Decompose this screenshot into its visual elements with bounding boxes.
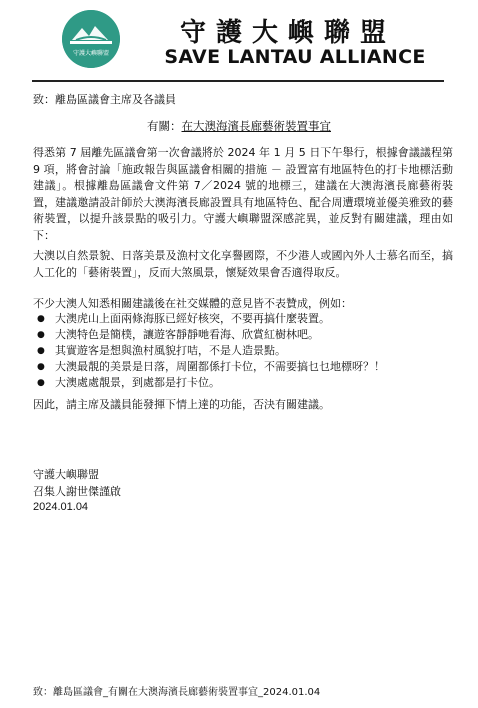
subject-prefix: 有關：: [147, 119, 182, 133]
logo-emblem-icon: [62, 10, 120, 68]
logo-caption: 守護大嶼聯盟: [72, 50, 109, 57]
paragraph-intro: 得悉第 7 屆離先區議會第一次會議將於 2024 年 1 月 5 日下午舉行，根據會議議程第 9 項，將會討論「施政報告與區議會相關的措施 － 設置富有地區特色的打卡地標活動建議」。根據離島區議會文件第 7／2024 號的地標三，建議在大澳海濱長廊藝術裝置，建議邀請設計師於大澳海濱長廊設置具有地區特色、配合周遭環境並優美雅致的藝術裝置，以提升該景點的吸引力。守護大嶼聯盟深感詫異，並反對有關建議，理由如下：: [33, 146, 453, 242]
signature-convenor: 召集人謝世傑謹啟: [33, 485, 121, 498]
paragraph-reason: 大澳以自然景貌、日落美景及漁村文化享譽國際，不少港人或國內外人士慕名而至，搞人工化的「藝術裝置」，反而大煞風景，懷疑效果會否適得取反。: [33, 249, 453, 279]
signature-date: 2024.01.04: [33, 501, 89, 513]
recipient-line: 致：離島區議會主席及各議員: [33, 93, 176, 106]
subject-line: [0, 118, 478, 135]
list-item: ● 其實遊客是想與漁村風貌打咭，不是人造景點。: [33, 343, 453, 359]
list-item: ● 大澳處處靚景，到處都是打卡位。: [33, 375, 453, 391]
letterhead: [0, 0, 478, 82]
list-item: ● 大澳最靚的美景是日落，周圍都係打卡位，不需要搞乜乜地標呀？！: [33, 359, 453, 375]
opinion-list: [33, 311, 453, 391]
paragraph-opinions: 不少大澳人知悉相關建議後在社交媒體的意見皆不表贊成，例如：: [33, 297, 352, 310]
list-item: ● 大澳特色是簡樸，讓遊客靜靜哋看海、欣賞紅樹林吧。: [33, 327, 453, 343]
paragraph-conclusion: 因此，請主席及議員能發揮下情上達的功能，否決有關建議。: [33, 398, 330, 411]
header-divider: [32, 80, 444, 82]
signature-org: 守護大嶼聯盟: [33, 468, 99, 481]
list-item: ● 大澳虎山上面兩條海豚已經好核突，不要再搞什麼裝置。: [33, 311, 453, 327]
subject-text: 在大澳海濱長廊藝術裝置事宜: [181, 119, 331, 133]
org-title-english: SAVE LANTAU ALLIANCE: [164, 46, 426, 68]
alliance-logo: [62, 10, 120, 68]
footer-filename: 致：離島區議會_有關在大澳海濱長廊藝術裝置事宜_2024.01.04: [33, 687, 321, 698]
org-title-chinese: 守護大嶼聯盟: [179, 18, 396, 48]
